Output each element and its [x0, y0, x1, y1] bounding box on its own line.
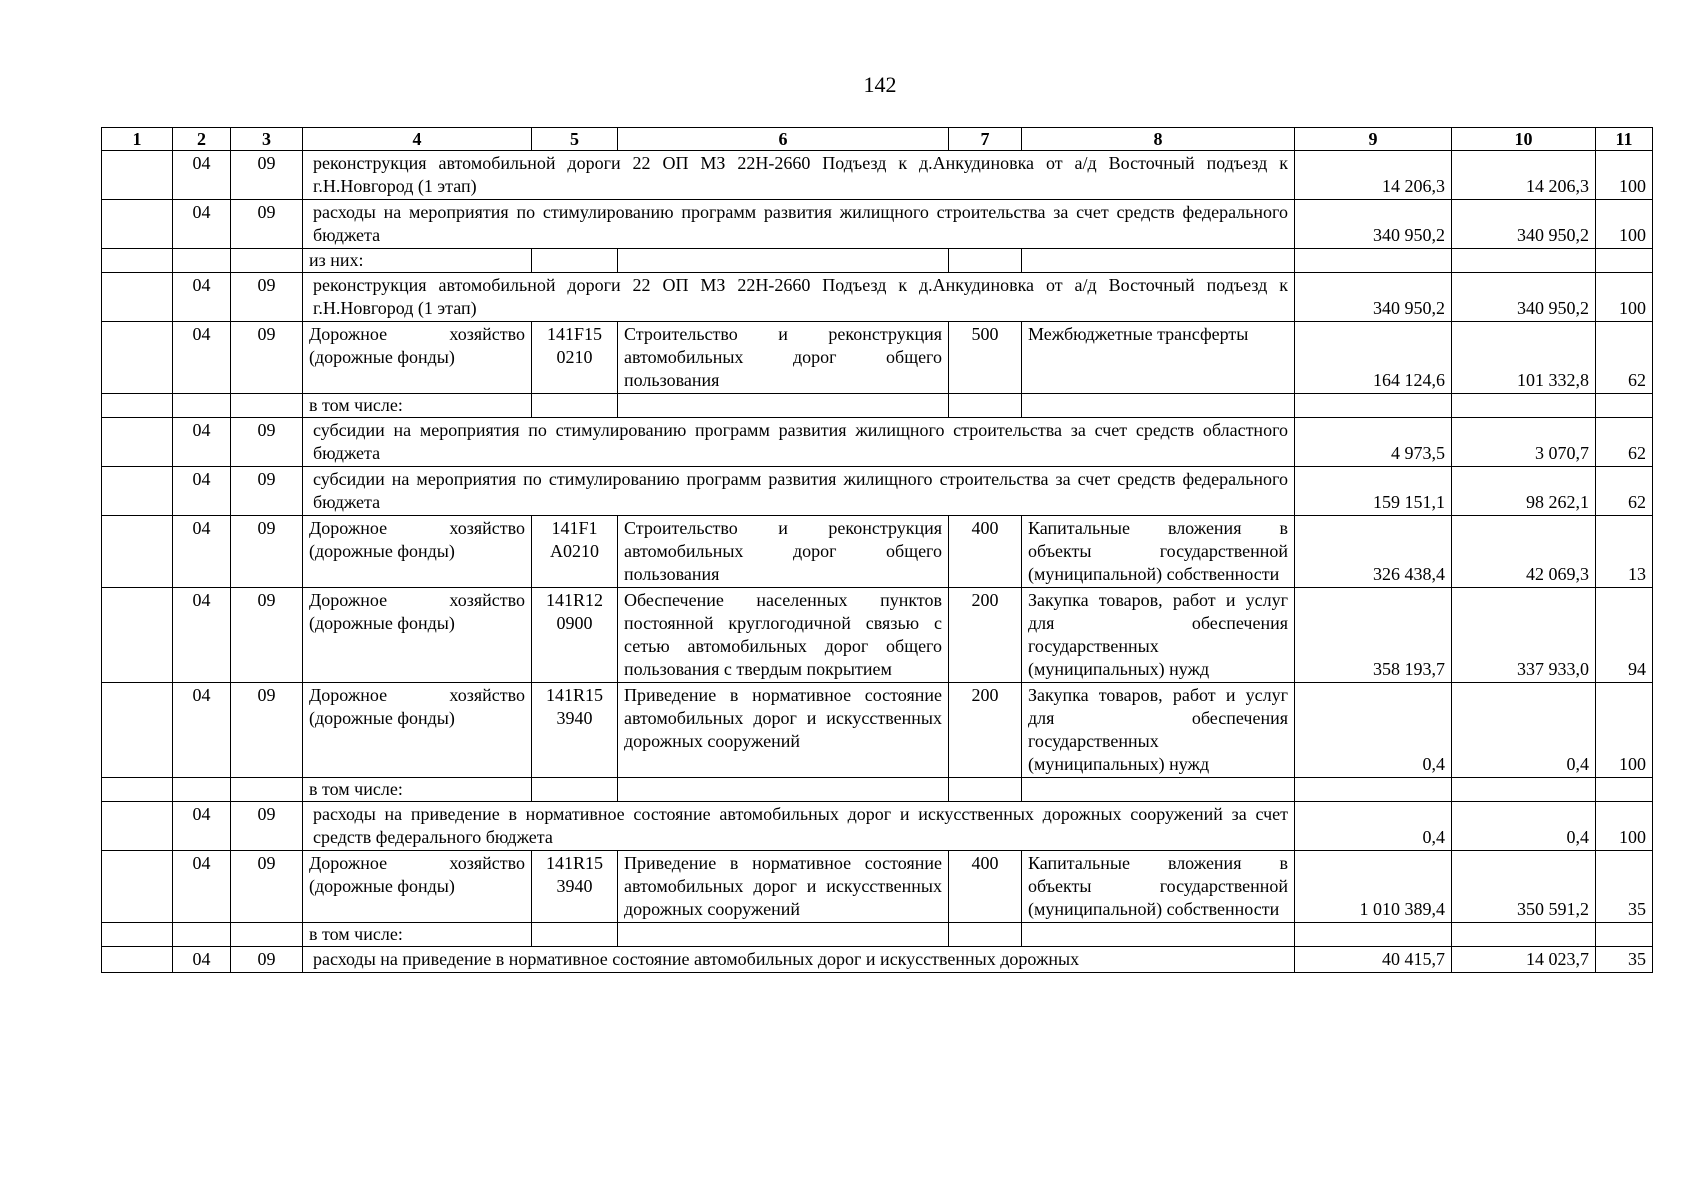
empty-cell: [949, 778, 1022, 802]
empty-cell: [102, 249, 173, 273]
empty-cell: [102, 516, 173, 588]
empty-cell: [1022, 249, 1295, 273]
empty-cell: [102, 467, 173, 516]
table-row: [102, 851, 1653, 923]
empty-cell: [102, 947, 173, 973]
planned-amount: 1 010 389,4: [1295, 851, 1452, 923]
table-row: [102, 273, 1653, 322]
planned-amount: 40 415,7: [1295, 947, 1452, 973]
execution-percent: 100: [1596, 683, 1653, 778]
expense-type-code: 500: [949, 322, 1022, 394]
executed-amount: 340 950,2: [1452, 273, 1596, 322]
section-code: 04: [173, 516, 231, 588]
section-name: Дорожное хозяйство (дорожные фонды): [303, 322, 532, 394]
empty-cell: [1295, 778, 1452, 802]
empty-cell: [1452, 923, 1596, 947]
empty-cell: [1022, 394, 1295, 418]
empty-cell: [1452, 394, 1596, 418]
planned-amount: 340 950,2: [1295, 273, 1452, 322]
table-row: [102, 418, 1653, 467]
subsection-code: 09: [231, 418, 303, 467]
subsection-code: 09: [231, 802, 303, 851]
empty-cell: [173, 394, 231, 418]
executed-amount: 98 262,1: [1452, 467, 1596, 516]
planned-amount: 164 124,6: [1295, 322, 1452, 394]
expense-description: субсидии на мероприятия по стимулированию программ развития жилищного строительства за счет средств областного бюджета: [303, 418, 1295, 467]
section-name: Дорожное хозяйство (дорожные фонды): [303, 588, 532, 683]
subsection-code: 09: [231, 588, 303, 683]
subsection-code: 09: [231, 322, 303, 394]
execution-percent: 62: [1596, 418, 1653, 467]
empty-cell: [618, 394, 949, 418]
section-code: 04: [173, 322, 231, 394]
empty-cell: [1596, 778, 1653, 802]
empty-cell: [1596, 249, 1653, 273]
execution-percent: 13: [1596, 516, 1653, 588]
empty-cell: [618, 249, 949, 273]
subsection-code: 09: [231, 151, 303, 200]
empty-cell: [949, 394, 1022, 418]
column-header-2: 2: [173, 128, 231, 151]
column-header-5: 5: [532, 128, 618, 151]
empty-cell: [102, 923, 173, 947]
section-code: 04: [173, 273, 231, 322]
empty-cell: [1295, 249, 1452, 273]
execution-percent: 94: [1596, 588, 1653, 683]
table-row: [102, 322, 1653, 394]
subgroup-label: в том числе:: [303, 923, 532, 947]
subsection-code: 09: [231, 467, 303, 516]
section-name: Дорожное хозяйство (дорожные фонды): [303, 516, 532, 588]
column-header-3: 3: [231, 128, 303, 151]
empty-cell: [102, 778, 173, 802]
table-row: [102, 249, 1653, 273]
expense-description: субсидии на мероприятия по стимулированию программ развития жилищного строительства за счет средств федерального бюджета: [303, 467, 1295, 516]
table-row: [102, 467, 1653, 516]
empty-cell: [231, 394, 303, 418]
empty-cell: [1452, 778, 1596, 802]
executed-amount: 3 070,7: [1452, 418, 1596, 467]
table-row: [102, 394, 1653, 418]
target-article-code: 141R15 3940: [532, 851, 618, 923]
empty-cell: [102, 588, 173, 683]
subsection-code: 09: [231, 516, 303, 588]
execution-percent: 62: [1596, 467, 1653, 516]
executed-amount: 0,4: [1452, 683, 1596, 778]
column-header-7: 7: [949, 128, 1022, 151]
subgroup-label: из них:: [303, 249, 532, 273]
empty-cell: [618, 778, 949, 802]
executed-amount: 14 206,3: [1452, 151, 1596, 200]
expense-type-code: 400: [949, 851, 1022, 923]
planned-amount: 159 151,1: [1295, 467, 1452, 516]
empty-cell: [102, 322, 173, 394]
executed-amount: 42 069,3: [1452, 516, 1596, 588]
empty-cell: [532, 778, 618, 802]
planned-amount: 0,4: [1295, 683, 1452, 778]
expense-type-name: Капитальные вложения в объекты государственной (муниципальной) собственности: [1022, 851, 1295, 923]
empty-cell: [173, 249, 231, 273]
budget-table: [101, 127, 1653, 973]
section-code: 04: [173, 683, 231, 778]
section-code: 04: [173, 418, 231, 467]
table-row: [102, 683, 1653, 778]
empty-cell: [949, 923, 1022, 947]
executed-amount: 0,4: [1452, 802, 1596, 851]
subsection-code: 09: [231, 851, 303, 923]
empty-cell: [1295, 923, 1452, 947]
executed-amount: 101 332,8: [1452, 322, 1596, 394]
section-code: 04: [173, 588, 231, 683]
expense-type-code: 400: [949, 516, 1022, 588]
table-body: [102, 151, 1653, 973]
table-row: [102, 778, 1653, 802]
expense-description: реконструкция автомобильной дороги 22 ОП МЗ 22Н-2660 Подъезд к д.Анкудиновка от а/д Восточный подъезд к г.Н.Новгород (1 этап): [303, 151, 1295, 200]
table-row: [102, 802, 1653, 851]
executed-amount: 340 950,2: [1452, 200, 1596, 249]
section-code: 04: [173, 947, 231, 973]
planned-amount: 14 206,3: [1295, 151, 1452, 200]
subsection-code: 09: [231, 273, 303, 322]
executed-amount: 14 023,7: [1452, 947, 1596, 973]
table-row: [102, 516, 1653, 588]
section-code: 04: [173, 467, 231, 516]
empty-cell: [231, 778, 303, 802]
empty-cell: [231, 923, 303, 947]
target-article-name: Приведение в нормативное состояние автомобильных дорог и искусственных дорожных сооружений: [618, 851, 949, 923]
table-row: [102, 200, 1653, 249]
table-row: [102, 151, 1653, 200]
empty-cell: [618, 923, 949, 947]
column-header-10: 10: [1452, 128, 1596, 151]
executed-amount: 337 933,0: [1452, 588, 1596, 683]
empty-cell: [1596, 394, 1653, 418]
empty-cell: [1596, 923, 1653, 947]
planned-amount: 340 950,2: [1295, 200, 1452, 249]
planned-amount: 4 973,5: [1295, 418, 1452, 467]
empty-cell: [102, 200, 173, 249]
execution-percent: 35: [1596, 947, 1653, 973]
expense-type-name: Межбюджетные трансферты: [1022, 322, 1295, 394]
expense-description: расходы на приведение в нормативное состояние автомобильных дорог и искусственных дорожных: [303, 947, 1295, 973]
empty-cell: [1022, 778, 1295, 802]
execution-percent: 100: [1596, 273, 1653, 322]
target-article-code: 141R15 3940: [532, 683, 618, 778]
target-article-name: Строительство и реконструкция автомобильных дорог общего пользования: [618, 516, 949, 588]
expense-type-name: Капитальные вложения в объекты государственной (муниципальной) собственности: [1022, 516, 1295, 588]
empty-cell: [1452, 249, 1596, 273]
empty-cell: [102, 273, 173, 322]
planned-amount: 358 193,7: [1295, 588, 1452, 683]
execution-percent: 100: [1596, 200, 1653, 249]
empty-cell: [1022, 923, 1295, 947]
empty-cell: [231, 249, 303, 273]
target-article-name: Строительство и реконструкция автомобильных дорог общего пользования: [618, 322, 949, 394]
column-header-11: 11: [1596, 128, 1653, 151]
expense-type-name: Закупка товаров, работ и услуг для обеспечения государственных (муниципальных) нужд: [1022, 588, 1295, 683]
target-article-name: Приведение в нормативное состояние автомобильных дорог и искусственных дорожных сооружений: [618, 683, 949, 778]
target-article-name: Обеспечение населенных пунктов постоянной круглогодичной связью с сетью автомобильных дорог общего пользования с твердым покрытием: [618, 588, 949, 683]
section-code: 04: [173, 802, 231, 851]
expense-description: расходы на приведение в нормативное состояние автомобильных дорог и искусственных дорожных сооружений за счет средств федерального бюджета: [303, 802, 1295, 851]
expense-type-code: 200: [949, 683, 1022, 778]
empty-cell: [949, 249, 1022, 273]
execution-percent: 62: [1596, 322, 1653, 394]
expense-type-name: Закупка товаров, работ и услуг для обеспечения государственных (муниципальных) нужд: [1022, 683, 1295, 778]
execution-percent: 100: [1596, 151, 1653, 200]
empty-cell: [102, 851, 173, 923]
planned-amount: 0,4: [1295, 802, 1452, 851]
empty-cell: [532, 394, 618, 418]
empty-cell: [102, 418, 173, 467]
expense-description: расходы на мероприятия по стимулированию программ развития жилищного строительства за счет средств федерального бюджета: [303, 200, 1295, 249]
subgroup-label: в том числе:: [303, 778, 532, 802]
empty-cell: [532, 249, 618, 273]
empty-cell: [102, 151, 173, 200]
table-row: [102, 588, 1653, 683]
target-article-code: 141R12 0900: [532, 588, 618, 683]
executed-amount: 350 591,2: [1452, 851, 1596, 923]
column-header-4: 4: [303, 128, 532, 151]
section-code: 04: [173, 200, 231, 249]
section-code: 04: [173, 851, 231, 923]
subsection-code: 09: [231, 683, 303, 778]
page-number: 142: [863, 72, 897, 97]
subgroup-label: в том числе:: [303, 394, 532, 418]
column-header-8: 8: [1022, 128, 1295, 151]
table-row: [102, 947, 1653, 973]
target-article-code: 141F1 А0210: [532, 516, 618, 588]
table-row: [102, 923, 1653, 947]
section-name: Дорожное хозяйство (дорожные фонды): [303, 683, 532, 778]
empty-cell: [173, 923, 231, 947]
empty-cell: [173, 778, 231, 802]
empty-cell: [1295, 394, 1452, 418]
header-row: [102, 128, 1653, 151]
column-header-9: 9: [1295, 128, 1452, 151]
column-header-1: 1: [102, 128, 173, 151]
execution-percent: 35: [1596, 851, 1653, 923]
section-code: 04: [173, 151, 231, 200]
expense-type-code: 200: [949, 588, 1022, 683]
target-article-code: 141F15 0210: [532, 322, 618, 394]
execution-percent: 100: [1596, 802, 1653, 851]
column-header-6: 6: [618, 128, 949, 151]
expense-description: реконструкция автомобильной дороги 22 ОП МЗ 22Н-2660 Подъезд к д.Анкудиновка от а/д Восточный подъезд к г.Н.Новгород (1 этап): [303, 273, 1295, 322]
empty-cell: [102, 394, 173, 418]
subsection-code: 09: [231, 200, 303, 249]
empty-cell: [102, 802, 173, 851]
planned-amount: 326 438,4: [1295, 516, 1452, 588]
empty-cell: [102, 683, 173, 778]
empty-cell: [532, 923, 618, 947]
section-name: Дорожное хозяйство (дорожные фонды): [303, 851, 532, 923]
subsection-code: 09: [231, 947, 303, 973]
